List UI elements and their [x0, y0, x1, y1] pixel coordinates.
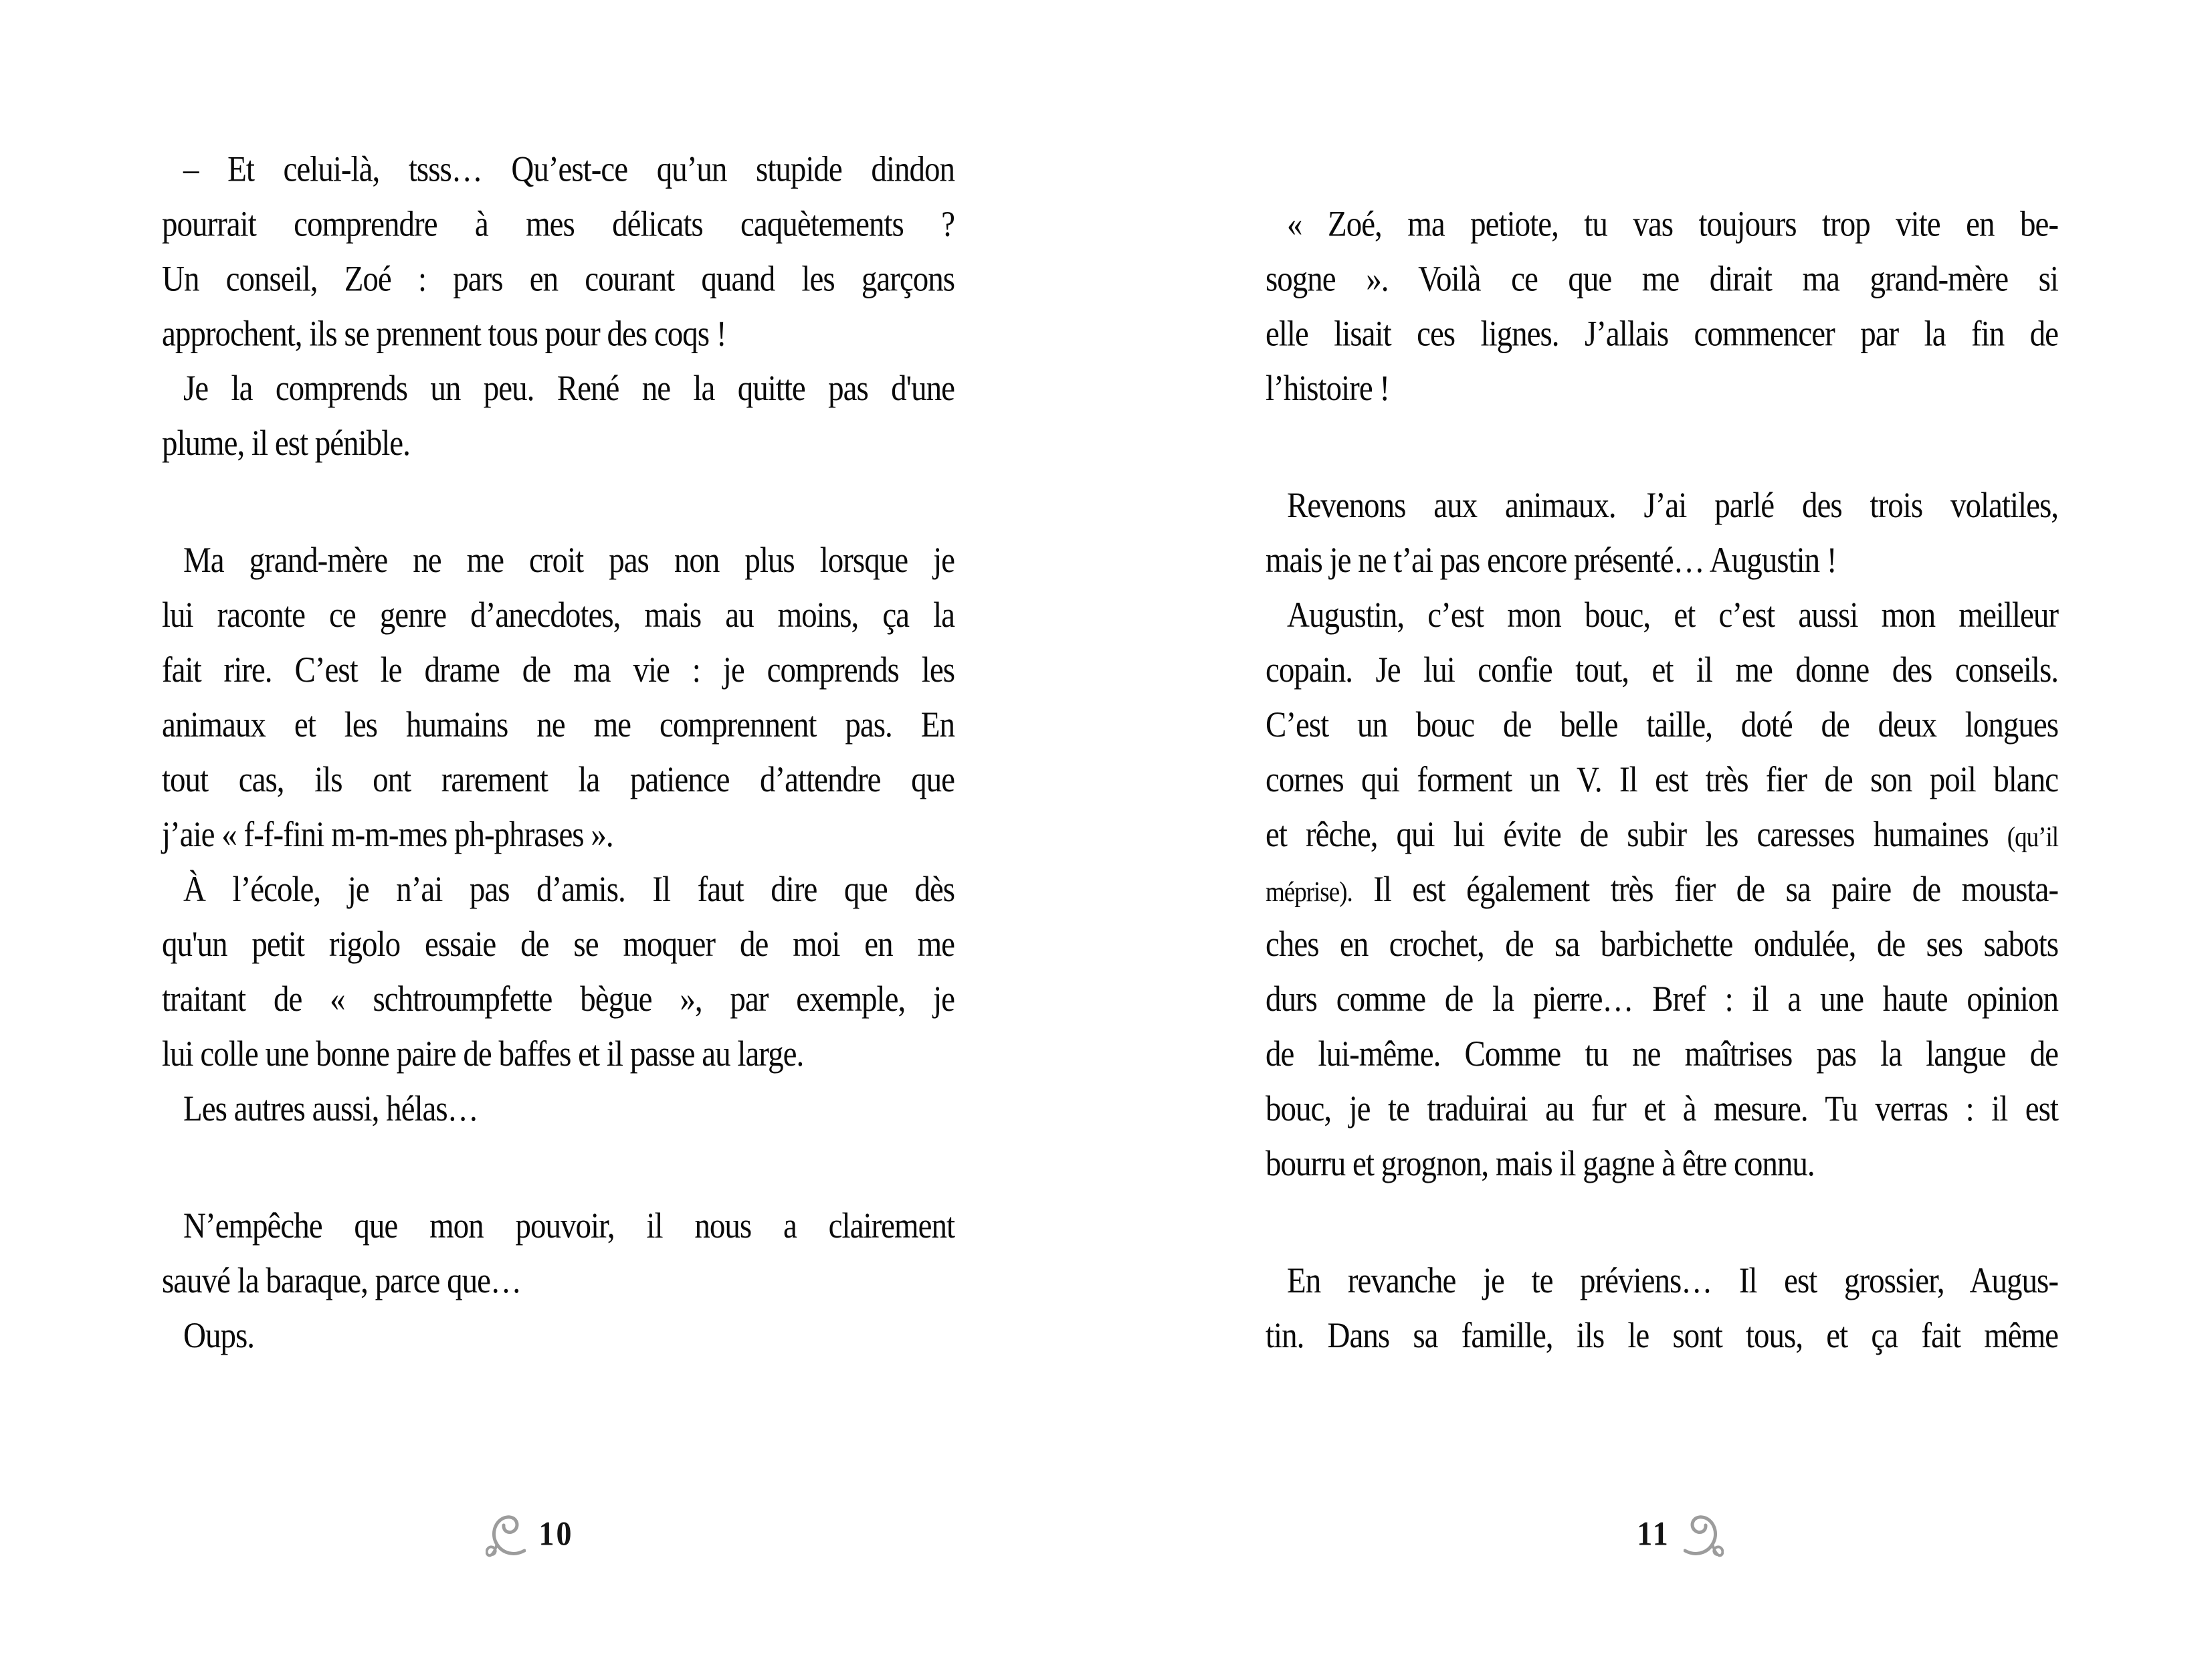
- text-line: Je la comprends un peu. René ne la quitte pas d'une: [183, 369, 954, 409]
- paragraph-gap: [1266, 1191, 2058, 1254]
- text-line: bourru et grognon, mais il gagne à être connu.: [1266, 1144, 1815, 1184]
- paragraph: [162, 142, 954, 361]
- paragraph: [1266, 588, 2058, 1191]
- text-line: j’aie « f-f-fini m-m-mes ph-phrases ».: [162, 815, 613, 855]
- text-line: cornes qui forment un V. Il est très fier de son poil blanc: [1266, 760, 2058, 800]
- page-text: [162, 0, 954, 1363]
- text-line: À l’école, je n’ai pas d’amis. Il faut dire que dès: [183, 870, 954, 910]
- text-line: pourrait comprendre à mes délicats caquètements ?: [162, 204, 954, 244]
- paragraph-gap: [162, 471, 954, 533]
- paragraph: [162, 361, 954, 471]
- page-number: 11: [1637, 1514, 1670, 1553]
- flourish-ornament-icon: [486, 1508, 526, 1559]
- paragraph-gap: [162, 1137, 954, 1199]
- text-line: Les autres aussi, hélas…: [183, 1089, 478, 1129]
- text-line: méprise). Il est également très fier de sa paire de mousta-: [1266, 870, 2058, 910]
- text-line: C’est un bouc de belle taille, doté de deux longues: [1266, 705, 2058, 745]
- text-line: et rêche, qui lui évite de subir les caresses humaines (qu’il: [1266, 815, 2058, 855]
- text-line: durs comme de la pierre… Bref : il a une haute opinion: [1266, 979, 2058, 1019]
- paragraph: [1266, 478, 2058, 588]
- text-line: lui colle une bonne paire de baffes et il passe au large.: [162, 1034, 804, 1074]
- paragraph-gap: [1266, 416, 2058, 478]
- text-line: lui raconte ce genre d’anecdotes, mais au moins, ça la: [162, 595, 954, 636]
- text-line: traitant de « schtroumpfette bègue », par exemple, je: [162, 979, 954, 1019]
- text-line: qu'un petit rigolo essaie de se moquer de moi en me: [162, 924, 954, 965]
- text-line: sogne ». Voilà ce que me dirait ma grand-mère si: [1266, 259, 2058, 299]
- text-line: En revanche je te préviens… Il est grossier, Augus-: [1287, 1261, 2058, 1301]
- paragraph: [162, 862, 954, 1082]
- text-line: bouc, je te traduirai au fur et à mesure. Tu verras : il est: [1266, 1089, 2058, 1129]
- text-line: l’histoire !: [1266, 369, 1390, 409]
- text-line: mais je ne t’ai pas encore présenté… Augustin !: [1266, 541, 1837, 581]
- paragraph: [162, 1308, 954, 1363]
- paragraph: [162, 1199, 954, 1308]
- text-line: ches en crochet, de sa barbichette ondulée, de ses sabots: [1266, 924, 2058, 965]
- text-line: Revenons aux animaux. J’ai parlé des trois volatiles,: [1287, 486, 2058, 526]
- text-line: N’empêche que mon pouvoir, il nous a clairement: [183, 1206, 954, 1246]
- parenthetical-text: méprise).: [1266, 876, 1352, 908]
- text-line: Oups.: [183, 1316, 254, 1356]
- text-line: de lui-même. Comme tu ne maîtrises pas la langue de: [1266, 1034, 2058, 1074]
- page-footer-right: [1127, 1506, 2212, 1560]
- text-line: « Zoé, ma petiote, tu vas toujours trop vite en be-: [1287, 204, 2058, 244]
- page-footer-left: [0, 1506, 1082, 1560]
- paragraph: [162, 1082, 954, 1137]
- text-line: tout cas, ils ont rarement la patience d’attendre que: [162, 760, 954, 800]
- text-line: tin. Dans sa famille, ils le sont tous, et ça fait même: [1266, 1316, 2058, 1356]
- text-line: fait rire. C’est le drame de ma vie : je comprends les: [162, 650, 954, 690]
- page-text: [1266, 0, 2058, 1363]
- parenthetical-text: (qu’il: [2007, 821, 2058, 854]
- paragraph: [1266, 197, 2058, 416]
- paragraph: [162, 533, 954, 862]
- text-line: sauvé la baraque, parce que…: [162, 1261, 522, 1301]
- text-line: Un conseil, Zoé : pars en courant quand les garçons: [162, 259, 954, 299]
- text-line: plume, il est pénible.: [162, 423, 410, 464]
- text-line: approchent, ils se prennent tous pour des coqs !: [162, 314, 726, 354]
- text-line: – Et celui-là, tsss… Qu’est-ce qu’un stupide dindon: [183, 149, 954, 189]
- text-line: Augustin, c’est mon bouc, et c’est aussi mon meilleur: [1287, 595, 2058, 636]
- page-right: [1106, 0, 2212, 1659]
- text-line: animaux et les humains ne me comprennent pas. En: [162, 705, 954, 745]
- text-line: elle lisait ces lignes. J’allais commencer par la fin de: [1266, 314, 2058, 354]
- text-line: Ma grand-mère ne me croit pas non plus lorsque je: [183, 541, 954, 581]
- text-line: copain. Je lui confie tout, et il me donne des conseils.: [1266, 650, 2058, 690]
- page-number: 10: [538, 1514, 574, 1553]
- paragraph: [1266, 1254, 2058, 1363]
- flourish-ornament-icon: [1684, 1508, 1724, 1559]
